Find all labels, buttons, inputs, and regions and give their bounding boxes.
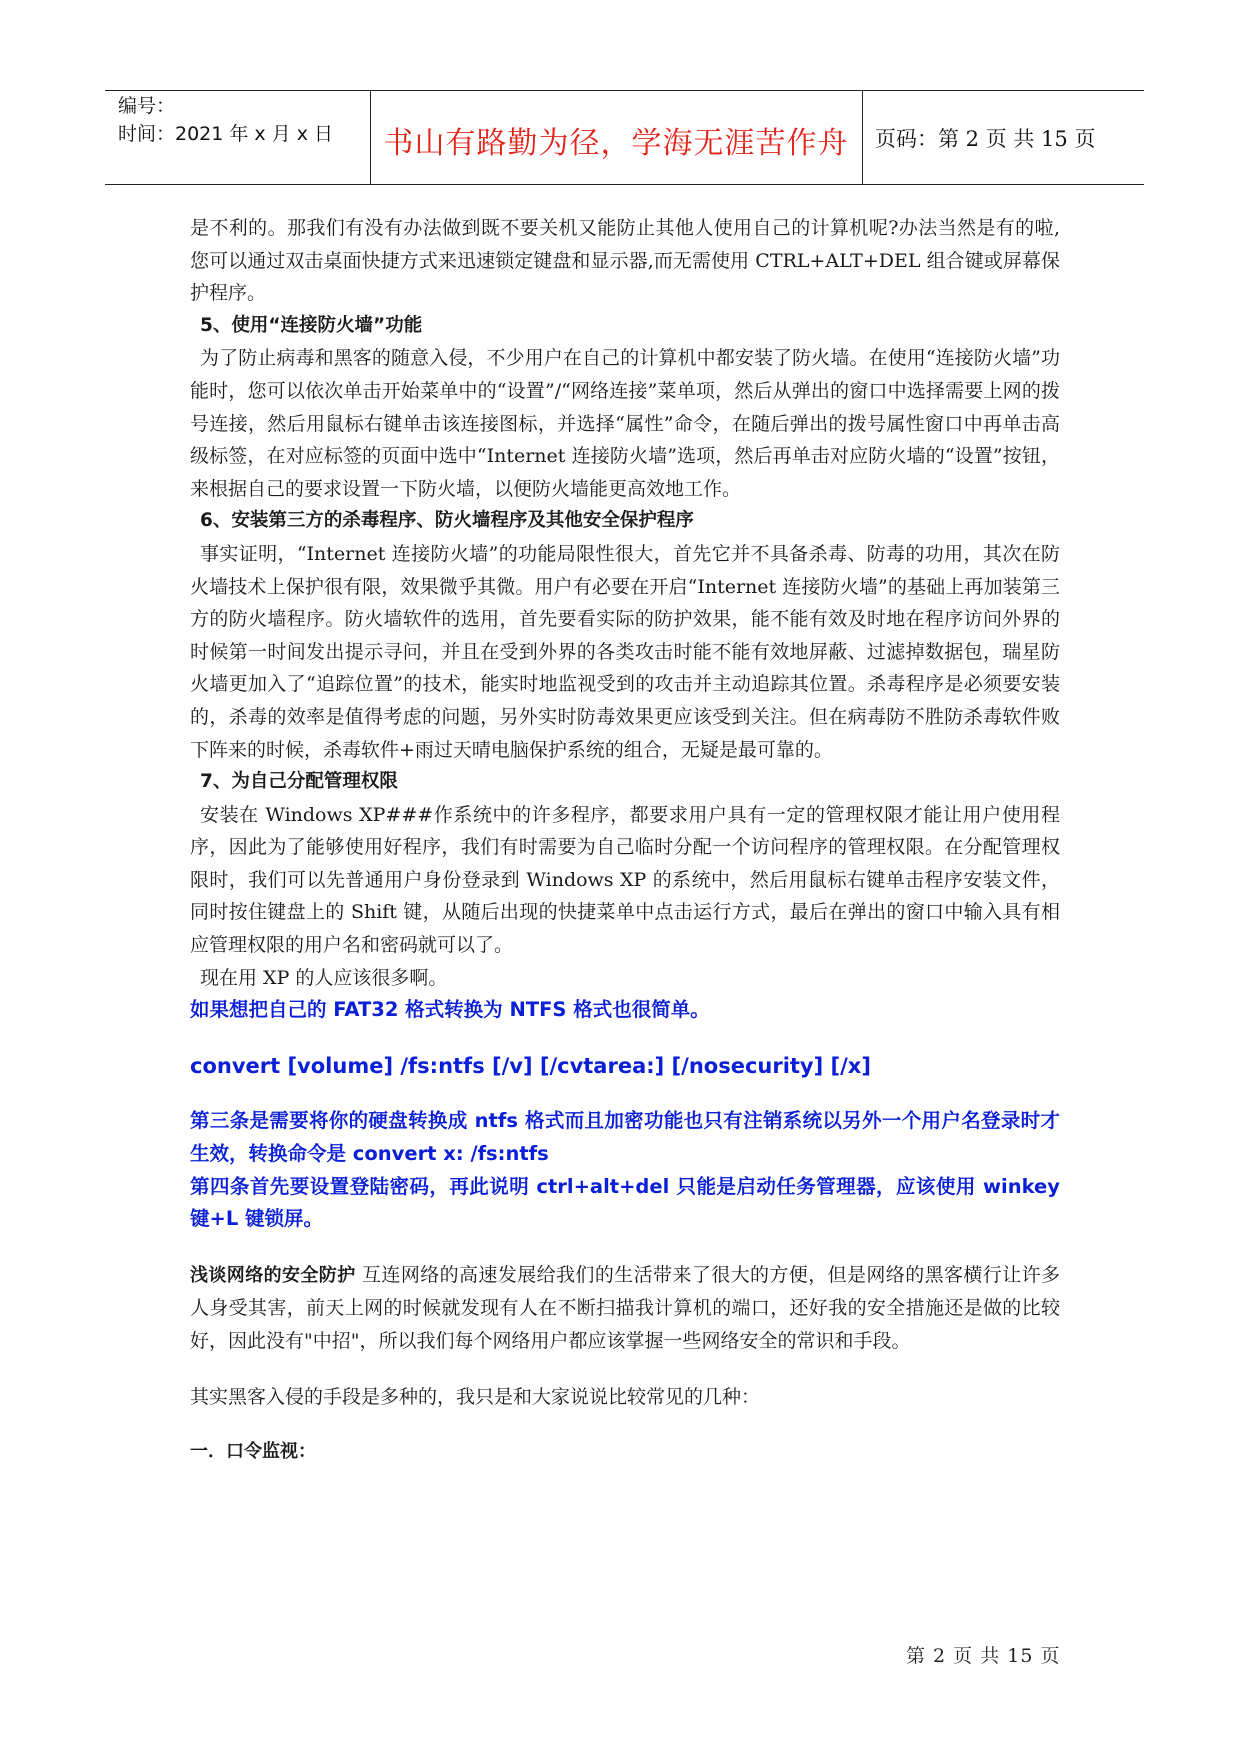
- page-footer: 第 2 页 共 15 页: [906, 1645, 1061, 1667]
- header-divider-right: [862, 90, 863, 184]
- document-body: [190, 212, 1060, 1469]
- convert-command: convert [volume] /fs:ntfs [/v] [/cvtarea:] [/nosecurity] [/x]: [190, 1053, 871, 1078]
- header-divider-left: [370, 90, 371, 184]
- blue-note: 第三条是需要将你的硬盘转换成 ntfs 格式而且加密功能也只有注销系统以另外一个用户名登录时才生效，转换命令是 convert x: /fs:ntfs: [190, 1109, 1060, 1166]
- document-number-label: 编号：: [118, 95, 176, 117]
- section-heading-5: 5、使用“连接防火墙”功能: [200, 314, 423, 336]
- header-meta: [118, 92, 368, 148]
- paragraph: 其实黑客入侵的手段是多种的，我只是和大家说说比较常见的几种：: [190, 1385, 761, 1408]
- article-lead-title: 浅谈网络的安全防护: [190, 1264, 356, 1286]
- paragraph: 是不利的。那我们有没有办法做到既不要关机又能防止其他人使用自己的计算机呢?办法当然是有的啦,您可以通过双击桌面快捷方式来迅速锁定键盘和显示器,而无需使用 CTRL+ALT+DEL 组合键或屏幕保护程序。: [190, 217, 1060, 305]
- header-bottom-rule: [105, 184, 1144, 185]
- article-lead-text: 互连网络的高速发展给我们的生活带来了很大的方便，但是网络的黑客横行让许多人身受其害，前天上网的时候就发现有人在不断扫描我计算机的端口，还好我的安全措施还是做的比较好，因此没有"中招"，所以我们每个网络用户都应该掌握一些网络安全的常识和手段。: [190, 1263, 1060, 1352]
- section-heading-7: 7、为自己分配管理权限: [200, 771, 398, 793]
- header-top-rule: [105, 90, 1144, 91]
- document-time: 时间：2021 年 x 月 x 日: [118, 123, 334, 145]
- section-heading-6: 6、安装第三方的杀毒程序、防火墙程序及其他安全保护程序: [200, 510, 694, 532]
- paragraph: 现在用 XP 的人应该很多啊。: [200, 966, 448, 989]
- subsection-heading: 一．口令监视：: [190, 1441, 316, 1463]
- paragraph: [190, 1259, 1060, 1358]
- paragraph: 安装在 Windows XP###作系统中的许多程序，都要求用户具有一定的管理权限才能让用户使用程序，因此为了能够使用好程序，我们有时需要为自己临时分配一个访问程序的管理权限。在分配管理权限时，我们可以先普通用户身份登录到 Windows XP 的系统中，然后用鼠标右键单击程序安装文件，同时按住键盘上的 Shift 键，从随后出现的快捷菜单中点击运行方式，最后在弹出的窗口中输入具有相应管理权限的用户名和密码就可以了。: [190, 803, 1060, 957]
- header-page-code: 页码：第 2 页 共 15 页: [875, 127, 1096, 151]
- header-motto: 书山有路勤为径，学海无涯苦作舟: [383, 126, 849, 161]
- blue-note: 如果想把自己的 FAT32 格式转换为 NTFS 格式也很简单。: [190, 998, 710, 1022]
- paragraph: 事实证明，“Internet 连接防火墙”的功能局限性很大，首先它并不具备杀毒、防毒的功用，其次在防火墙技术上保护很有限，效果微乎其微。用户有必要在开启“Internet 连接防火墙”的基础上再加装第三方的防火墙程序。防火墙软件的选用，首先要看实际的防护效果，能不能有效及时地在程序访问外界的时候第一时间发出提示寻问，并且在受到外界的各类攻击时能不能有效地屏蔽、过滤掉数据包，瑞星防火墙更加入了“追踪位置”的技术，能实时地监视受到的攻击并主动追踪其位置。杀毒程序是必须要安装的，杀毒的效率是值得考虑的问题，另外实时防毒效果更应该受到关注。但在病毒防不胜防杀毒软件败下阵来的时候，杀毒软件+雨过天晴电脑保护系统的组合，无疑是最可靠的。: [190, 542, 1060, 761]
- blue-note: 第四条首先要设置登陆密码，再此说明 ctrl+alt+del 只能是启动任务管理器，应该使用 winkey 键+L 键锁屏。: [190, 1174, 1060, 1231]
- paragraph: 为了防止病毒和黑客的随意入侵，不少用户在自己的计算机中都安装了防火墙。在使用“连接防火墙”功能时，您可以依次单击开始菜单中的“设置”/“网络连接”菜单项，然后从弹出的窗口中选择需要上网的拨号连接，然后用鼠标右键单击该连接图标，并选择“属性”命令，在随后弹出的拨号属性窗口中再单击高级标签，在对应标签的页面中选中“Internet 连接防火墙”选项，然后再单击对应防火墙的“设置”按钮，来根据自己的要求设置一下防火墙，以便防火墙能更高效地工作。: [190, 347, 1060, 500]
